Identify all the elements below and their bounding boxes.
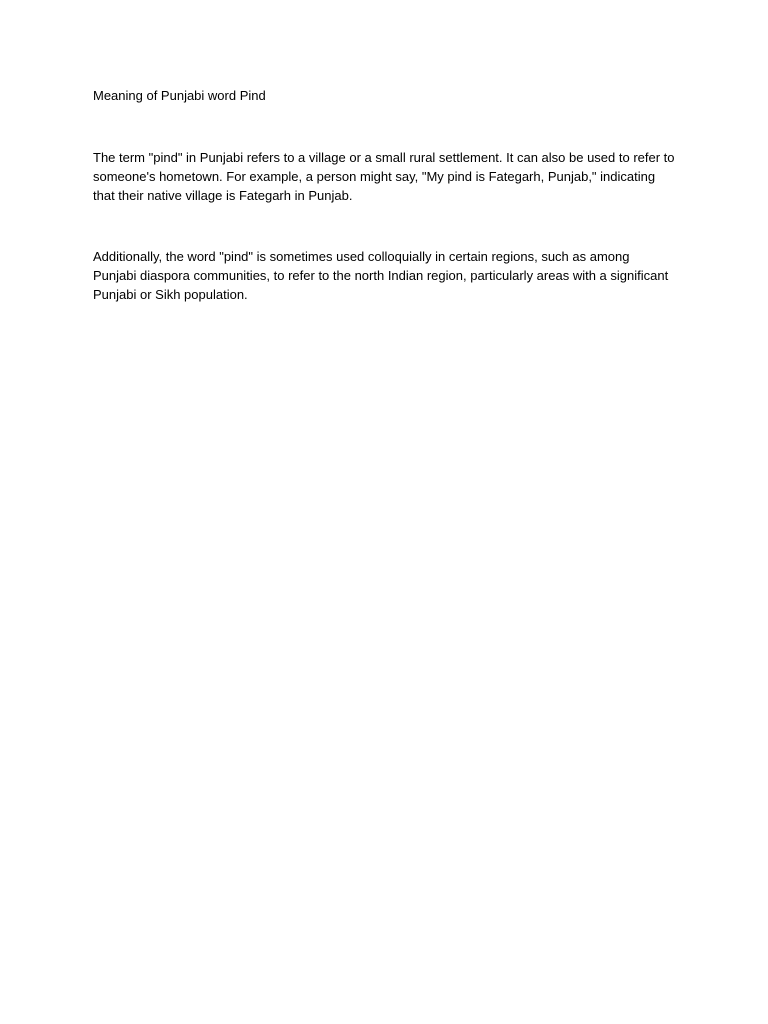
document-title: Meaning of Punjabi word Pind [93, 88, 266, 103]
paragraph-2: Additionally, the word "pind" is sometimes used colloquially in certain regions, such as among Punjabi diaspora communities, to refer to the north Indian region, particularly areas with a significant Punjabi or Sikh population. [93, 249, 669, 302]
paragraph-1: The term "pind" in Punjabi refers to a village or a small rural settlement. It can also be used to refer to someone's hometown. For example, a person might say, "My pind is Fategarh, Punjab," indicating that their native village is Fategarh in Punjab. [93, 150, 675, 203]
document-body [93, 86, 675, 304]
